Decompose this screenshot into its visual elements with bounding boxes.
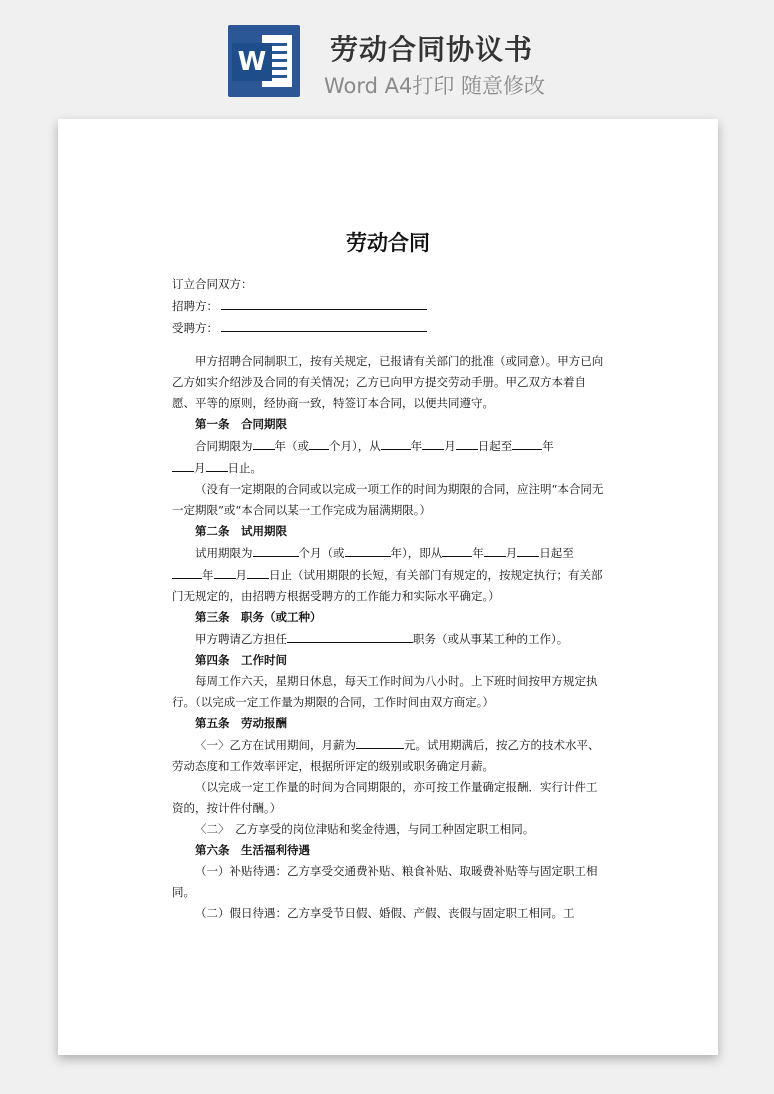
article4-text: 每周工作六天，星期日休息，每天工作时间为八小时。上下班时间按甲方规定执行。（以完成一定工作量为期限的合同，工作时间由双方商定。） [172,674,598,709]
article3-heading: 第三条 职务（或工种） [195,610,322,624]
header-banner [0,0,774,118]
document-title: 劳动合同 [346,231,430,255]
article5-p3: 〈二〉 乙方享受的岗位津贴和奖金待遇，与同工种固定职工相同。 [195,822,535,836]
article2-heading: 第二条 试用期限 [195,524,287,538]
employer-blank [221,295,427,310]
word-logo-letter: W [232,43,272,81]
banner-subtitle: Word A4打印 随意修改 [324,74,546,98]
article2-term: 试用期限为 个月（或 年），即从 年 月 日起至 年 月 日止（试用期限的长短，有关部门有规定的，按规定执行；有关部门无规定的，由招聘方根据受聘方的工作能力和实际水平确定。） [172,542,604,607]
parties-intro: 订立合同双方： [172,277,253,291]
article5-p1: 〈一〉乙方在试用期间，月薪为 元。试用期满后，按乙方的技术水平、劳动态度和工作效率评定，根据所评定的级别或职务确定月薪。 [172,734,604,777]
article5-p2: （以完成一定工作量的时间为合同期限的，亦可按工作量确定报酬．实行计件工资的，按计件付酬。） [172,780,598,815]
article1-term: 合同期限为 年（或 个月），从 年 月 日起至 年 月 日止。 [172,435,604,479]
preamble: 甲方招聘合同制职工，按有关规定，已报请有关部门的批准（或同意）。甲方已向乙方如实介绍涉及合同的有关情况；乙方已向甲方提交劳动手册。甲乙双方本着自愿、平等的原则，经协商一致，特签订本合同，以便共同遵守。 [172,354,604,410]
article1-note: （没有一定期限的合同或以完成一项工作的时间为期限的合同，应注明“本合同无一定期限”或“本合同以某一工作完成为届满期限。） [172,482,604,517]
article6-heading: 第六条 生活福利待遇 [195,843,310,857]
employer-line: 招聘方： [172,295,604,317]
article1-heading: 第一条 合同期限 [195,417,287,431]
article4-heading: 第四条 工作时间 [195,653,287,667]
employee-blank [221,317,427,332]
article3-text: 甲方聘请乙方担任 职务（或从事某工种的工作）。 [172,628,604,650]
article5-heading: 第五条 劳动报酬 [195,716,287,730]
word-logo-icon [228,25,300,97]
document-page [58,119,718,1055]
employee-line: 受聘方： [172,317,604,339]
article6-p2: （二）假日待遇：乙方享受节日假、婚假、产假、丧假与固定职工相同。工 [195,906,575,920]
article6-p1: （一）补贴待遇：乙方享受交通费补贴、粮食补贴、取暖费补贴等与固定职工相同。 [172,864,598,899]
document-body [172,274,604,924]
banner-title: 劳动合同协议书 [330,33,534,66]
